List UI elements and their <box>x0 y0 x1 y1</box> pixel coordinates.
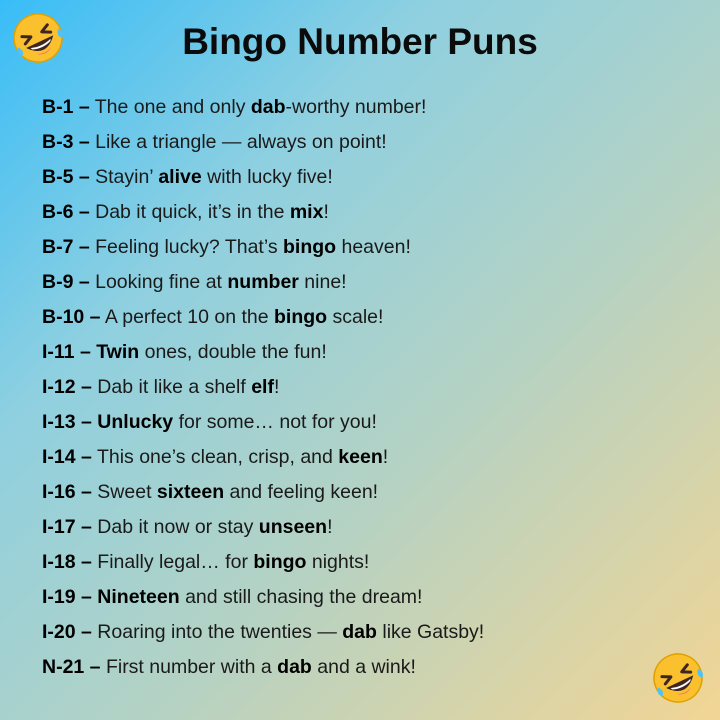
pun-text: The one and only <box>89 96 251 118</box>
pun-emphasis: bingo <box>274 306 328 328</box>
pun-emphasis: Nineteen <box>97 586 180 608</box>
bingo-code: I-19 – <box>42 586 92 608</box>
pun-text: This one’s clean, crisp, and <box>91 446 339 468</box>
pun-text: -worthy number! <box>285 96 427 118</box>
pun-emphasis: alive <box>158 166 202 188</box>
pun-emphasis: Twin <box>96 341 140 363</box>
pun-emphasis: elf <box>251 376 274 398</box>
bingo-code: N-21 – <box>42 656 101 678</box>
pun-text: ! <box>273 376 280 398</box>
pun-emphasis: bingo <box>282 236 337 258</box>
bingo-code: B-1 – <box>42 96 90 118</box>
pun-item <box>42 195 484 230</box>
bingo-code: B-5 – <box>42 166 90 188</box>
pun-emphasis: unseen <box>258 516 328 538</box>
pun-item <box>42 300 484 335</box>
rolling-on-floor-laughing-icon <box>648 648 708 708</box>
pun-item <box>42 370 484 405</box>
pun-text: Roaring into the twenties — <box>91 621 343 643</box>
pun-item <box>42 580 484 615</box>
bingo-code: I-14 – <box>42 446 92 468</box>
pun-text: for some… not for you! <box>173 411 377 433</box>
pun-text: scale! <box>327 306 384 328</box>
pun-text: A perfect 10 on the <box>100 306 274 328</box>
pun-emphasis: keen <box>338 446 383 468</box>
bingo-code: I-13 – <box>42 411 92 433</box>
bingo-code: I-12 – <box>42 376 92 398</box>
bingo-code: B-10 – <box>42 306 101 328</box>
bingo-code: B-7 – <box>42 236 90 258</box>
pun-item <box>42 405 484 440</box>
pun-item <box>42 230 484 265</box>
pun-item <box>42 440 484 475</box>
pun-text: ones, double the fun! <box>139 341 327 363</box>
pun-item <box>42 90 484 125</box>
pun-item <box>42 510 484 545</box>
pun-emphasis: dab <box>342 621 377 643</box>
pun-text: and a wink! <box>311 656 416 678</box>
pun-text: with lucky five! <box>201 166 333 188</box>
pun-text: Feeling lucky? That’s <box>89 236 283 258</box>
pun-emphasis: number <box>227 271 299 293</box>
pun-text: like Gatsby! <box>376 621 485 643</box>
pun-text: nights! <box>306 551 370 573</box>
pun-item <box>42 545 484 580</box>
pun-text: Dab it like a shelf <box>91 376 252 398</box>
pun-text: Stayin’ <box>89 166 159 188</box>
pun-emphasis: mix <box>289 201 324 223</box>
pun-item <box>42 475 484 510</box>
pun-text: and feeling keen! <box>224 481 379 503</box>
pun-text: Dab it quick, it’s in the <box>89 201 290 223</box>
bingo-code: I-16 – <box>42 481 92 503</box>
pun-item <box>42 265 484 300</box>
pun-emphasis: sixteen <box>156 481 225 503</box>
pun-item <box>42 615 484 650</box>
bingo-code: B-6 – <box>42 201 90 223</box>
pun-item <box>42 125 484 160</box>
page-title: Bingo Number Puns <box>182 21 538 62</box>
rolling-on-floor-laughing-icon <box>8 8 68 68</box>
pun-emphasis: dab <box>277 656 312 678</box>
bingo-code: I-20 – <box>42 621 92 643</box>
bingo-code: I-11 – <box>42 341 91 363</box>
pun-text: heaven! <box>336 236 411 258</box>
bingo-code: I-17 – <box>42 516 92 538</box>
pun-item <box>42 160 484 195</box>
pun-text: ! <box>327 516 333 538</box>
pun-text: ! <box>382 446 389 468</box>
pun-text: Finally legal… for <box>91 551 254 573</box>
pun-text: Like a triangle — always on point! <box>89 131 387 153</box>
pun-text: ! <box>323 201 329 223</box>
bingo-code: I-18 – <box>42 551 92 573</box>
pun-emphasis: Unlucky <box>97 411 174 433</box>
pun-text: and still chasing the dream! <box>179 586 423 608</box>
pun-item <box>42 335 484 370</box>
pun-emphasis: bingo <box>253 551 307 573</box>
pun-emphasis: dab <box>250 96 286 118</box>
pun-text: Sweet <box>91 481 157 503</box>
pun-list <box>42 90 484 685</box>
bingo-code: B-3 – <box>42 131 90 153</box>
pun-text: Looking fine at <box>89 271 228 293</box>
pun-text: nine! <box>298 271 347 293</box>
pun-text: Dab it now or stay <box>91 516 259 538</box>
pun-item <box>42 650 484 685</box>
bingo-code: B-9 – <box>42 271 90 293</box>
pun-text: First number with a <box>100 656 278 678</box>
